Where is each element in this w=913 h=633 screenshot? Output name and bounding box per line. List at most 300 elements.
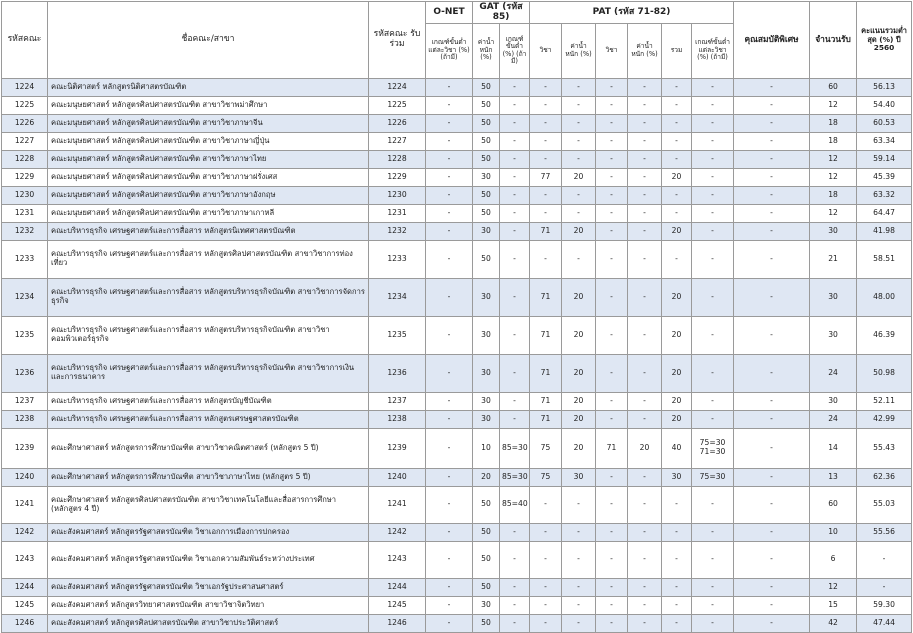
cell-pat-subject-2: - (596, 392, 628, 410)
cell-special: - (734, 468, 810, 486)
cell-pat-subject-1: - (530, 132, 562, 150)
cell-code: 1227 (2, 132, 48, 150)
cell-pat-weight-1: - (562, 132, 596, 150)
header-gat-min: เกณฑ์ขั้นต่ำ (%) (ถ้ามี) (500, 23, 530, 78)
cell-name: คณะสังคมศาสตร์ หลักสูตรวิทยาศาสตรบัณฑิต สาขาวิชาจิตวิทยา (48, 596, 369, 614)
cell-gat-min: - (500, 278, 530, 316)
cell-min-score: 55.56 (857, 523, 912, 541)
cell-special: - (734, 222, 810, 240)
cell-code-combined: 1236 (369, 354, 426, 392)
admission-table (1, 1, 912, 633)
cell-pat-weight-1: 20 (562, 278, 596, 316)
cell-code: 1226 (2, 114, 48, 132)
cell-gat-weight: 30 (473, 168, 500, 186)
cell-min-score: 60.53 (857, 114, 912, 132)
cell-min-score: - (857, 578, 912, 596)
cell-special: - (734, 96, 810, 114)
cell-name: คณะมนุษยศาสตร์ หลักสูตรศิลปศาสตรบัณฑิต สาขาวิชาภาษาจีน (48, 114, 369, 132)
cell-pat-weight-1: 20 (562, 410, 596, 428)
cell-code-combined: 1246 (369, 614, 426, 632)
cell-min-score: 41.98 (857, 222, 912, 240)
cell-gat-min: - (500, 222, 530, 240)
cell-onet-min: - (426, 278, 473, 316)
cell-name: คณะมนุษยศาสตร์ หลักสูตรศิลปศาสตรบัณฑิต สาขาวิชาภาษาเกาหลี (48, 204, 369, 222)
cell-pat-weight-1: - (562, 486, 596, 523)
cell-min-score: 59.30 (857, 596, 912, 614)
cell-pat-subject-1: - (530, 523, 562, 541)
cell-pat-weight-2: - (628, 78, 662, 96)
cell-pat-total: - (662, 486, 692, 523)
header-pat-subject-2: วิชา (596, 23, 628, 78)
cell-gat-weight: 50 (473, 614, 500, 632)
cell-code-combined: 1241 (369, 486, 426, 523)
cell-pat-subject-1: - (530, 114, 562, 132)
table-row (2, 614, 912, 632)
table-row (2, 523, 912, 541)
cell-pat-total: - (662, 96, 692, 114)
cell-onet-min: - (426, 392, 473, 410)
cell-pat-weight-2: - (628, 150, 662, 168)
cell-pat-subject-1: 71 (530, 278, 562, 316)
header-pat-min: เกณฑ์ขั้นต่ำแต่ละวิชา (%) (ถ้ามี) (692, 23, 734, 78)
cell-pat-subject-1: - (530, 204, 562, 222)
cell-gat-weight: 50 (473, 486, 500, 523)
cell-pat-total: 20 (662, 392, 692, 410)
cell-pat-weight-2: - (628, 410, 662, 428)
cell-pat-weight-2: - (628, 132, 662, 150)
cell-code: 1244 (2, 578, 48, 596)
cell-pat-weight-2: - (628, 114, 662, 132)
cell-quota: 18 (810, 186, 857, 204)
cell-pat-weight-2: - (628, 523, 662, 541)
cell-special: - (734, 278, 810, 316)
header-pat: PAT (รหัส 71-82) (530, 2, 734, 24)
header-special: คุณสมบัติพิเศษ (734, 2, 810, 79)
cell-pat-subject-1: - (530, 541, 562, 578)
cell-pat-subject-2: - (596, 222, 628, 240)
cell-name: คณะศึกษาศาสตร์ หลักสูตรการศึกษาบัณฑิต สาขาวิชาภาษาไทย (หลักสูตร 5 ปี) (48, 468, 369, 486)
cell-min-score: 63.34 (857, 132, 912, 150)
cell-onet-min: - (426, 132, 473, 150)
cell-gat-weight: 30 (473, 354, 500, 392)
cell-gat-min: - (500, 316, 530, 354)
cell-code-combined: 1244 (369, 578, 426, 596)
cell-code-combined: 1243 (369, 541, 426, 578)
cell-gat-min: 85=40 (500, 486, 530, 523)
cell-quota: 18 (810, 132, 857, 150)
cell-pat-min: - (692, 204, 734, 222)
cell-special: - (734, 114, 810, 132)
cell-pat-min: - (692, 132, 734, 150)
cell-gat-min: - (500, 523, 530, 541)
cell-quota: 30 (810, 222, 857, 240)
cell-pat-weight-2: - (628, 578, 662, 596)
cell-code: 1234 (2, 278, 48, 316)
cell-onet-min: - (426, 428, 473, 468)
cell-code-combined: 1225 (369, 96, 426, 114)
cell-pat-subject-2: - (596, 114, 628, 132)
cell-pat-total: - (662, 523, 692, 541)
cell-gat-weight: 50 (473, 132, 500, 150)
cell-pat-subject-2: - (596, 96, 628, 114)
cell-name: คณะมนุษยศาสตร์ หลักสูตรศิลปศาสตรบัณฑิต สาขาวิชาภาษาญี่ปุ่น (48, 132, 369, 150)
cell-pat-min: - (692, 114, 734, 132)
cell-special: - (734, 541, 810, 578)
cell-name: คณะบริหารธุรกิจ เศรษฐศาสตร์และการสื่อสาร หลักสูตรบริหารธุรกิจบัณฑิต สาขาวิชาการจัดการธุรกิจ (48, 278, 369, 316)
cell-pat-weight-1: 20 (562, 354, 596, 392)
cell-pat-subject-1: - (530, 614, 562, 632)
cell-code-combined: 1228 (369, 150, 426, 168)
header-gat: GAT (รหัส 85) (473, 2, 530, 24)
cell-code: 1225 (2, 96, 48, 114)
cell-gat-weight: 50 (473, 240, 500, 278)
cell-code-combined: 1240 (369, 468, 426, 486)
cell-pat-weight-2: - (628, 316, 662, 354)
cell-name: คณะศึกษาศาสตร์ หลักสูตรศิลปศาสตรบัณฑิต สาขาวิชาเทคโนโลยีและสื่อสารการศึกษา (หลักสูตร 4 ปี) (48, 486, 369, 523)
cell-code-combined: 1235 (369, 316, 426, 354)
cell-code: 1242 (2, 523, 48, 541)
cell-pat-min: - (692, 354, 734, 392)
cell-code: 1233 (2, 240, 48, 278)
cell-gat-min: - (500, 96, 530, 114)
cell-gat-min: 85=30 (500, 428, 530, 468)
cell-pat-min: - (692, 78, 734, 96)
header-quota: จำนวนรับ (810, 2, 857, 79)
cell-pat-min: - (692, 222, 734, 240)
cell-special: - (734, 523, 810, 541)
cell-quota: 30 (810, 316, 857, 354)
cell-onet-min: - (426, 596, 473, 614)
cell-gat-min: - (500, 240, 530, 278)
cell-pat-min: 75=30 71=30 (692, 428, 734, 468)
cell-pat-weight-1: - (562, 614, 596, 632)
cell-gat-min: - (500, 578, 530, 596)
cell-pat-total: 20 (662, 222, 692, 240)
cell-min-score: 50.98 (857, 354, 912, 392)
cell-pat-subject-2: - (596, 354, 628, 392)
cell-pat-subject-2: - (596, 132, 628, 150)
cell-pat-subject-2: - (596, 204, 628, 222)
cell-pat-subject-1: 71 (530, 316, 562, 354)
cell-gat-min: - (500, 392, 530, 410)
cell-pat-subject-2: - (596, 186, 628, 204)
cell-pat-weight-1: 20 (562, 168, 596, 186)
cell-special: - (734, 596, 810, 614)
cell-gat-min: - (500, 614, 530, 632)
cell-special: - (734, 186, 810, 204)
cell-name: คณะสังคมศาสตร์ หลักสูตรรัฐศาสตรบัณฑิต วิชาเอกรัฐประศาสนศาสตร์ (48, 578, 369, 596)
cell-code: 1235 (2, 316, 48, 354)
table-row (2, 578, 912, 596)
cell-gat-weight: 30 (473, 316, 500, 354)
cell-quota: 21 (810, 240, 857, 278)
cell-quota: 24 (810, 410, 857, 428)
table-row (2, 410, 912, 428)
cell-pat-total: - (662, 240, 692, 278)
cell-min-score: 52.11 (857, 392, 912, 410)
cell-pat-min: - (692, 316, 734, 354)
cell-name: คณะบริหารธุรกิจ เศรษฐศาสตร์และการสื่อสาร หลักสูตรบริหารธุรกิจบัณฑิต สาขาวิชาการเงินและการธนาคาร (48, 354, 369, 392)
cell-special: - (734, 614, 810, 632)
table-row (2, 486, 912, 523)
cell-pat-min: - (692, 410, 734, 428)
cell-min-score: 48.00 (857, 278, 912, 316)
cell-min-score: 64.47 (857, 204, 912, 222)
cell-pat-weight-2: 20 (628, 428, 662, 468)
cell-onet-min: - (426, 150, 473, 168)
cell-gat-weight: 10 (473, 428, 500, 468)
cell-min-score: 59.14 (857, 150, 912, 168)
cell-min-score: - (857, 541, 912, 578)
cell-pat-min: 75=30 (692, 468, 734, 486)
cell-pat-subject-2: - (596, 240, 628, 278)
header-pat-weight-1: ค่าน้ำหนัก (%) (562, 23, 596, 78)
cell-pat-weight-2: - (628, 204, 662, 222)
cell-pat-weight-2: - (628, 541, 662, 578)
cell-code-combined: 1245 (369, 596, 426, 614)
header-min-score: คะแนนรวมต่ำสุด (%) ปี 2560 (857, 2, 912, 79)
cell-gat-weight: 50 (473, 186, 500, 204)
cell-pat-min: - (692, 186, 734, 204)
cell-onet-min: - (426, 204, 473, 222)
cell-pat-subject-1: 71 (530, 392, 562, 410)
cell-pat-weight-2: - (628, 240, 662, 278)
cell-gat-min: - (500, 410, 530, 428)
cell-special: - (734, 410, 810, 428)
cell-gat-weight: 30 (473, 278, 500, 316)
cell-pat-weight-1: - (562, 78, 596, 96)
cell-code-combined: 1239 (369, 428, 426, 468)
cell-quota: 15 (810, 596, 857, 614)
cell-pat-min: - (692, 578, 734, 596)
cell-pat-subject-2: - (596, 578, 628, 596)
cell-min-score: 55.43 (857, 428, 912, 468)
cell-pat-total: 20 (662, 168, 692, 186)
cell-pat-weight-1: 20 (562, 392, 596, 410)
cell-code-combined: 1238 (369, 410, 426, 428)
cell-pat-weight-1: - (562, 150, 596, 168)
cell-pat-subject-1: 75 (530, 428, 562, 468)
cell-pat-min: - (692, 614, 734, 632)
cell-pat-subject-2: 71 (596, 428, 628, 468)
cell-name: คณะสังคมศาสตร์ หลักสูตรศิลปศาสตรบัณฑิต สาขาวิชาประวัติศาสตร์ (48, 614, 369, 632)
cell-pat-subject-2: - (596, 596, 628, 614)
table-row (2, 428, 912, 468)
cell-quota: 42 (810, 614, 857, 632)
cell-gat-min: - (500, 168, 530, 186)
cell-name: คณะมนุษยศาสตร์ หลักสูตรศิลปศาสตรบัณฑิต สาขาวิชาภาษาไทย (48, 150, 369, 168)
cell-gat-weight: 50 (473, 523, 500, 541)
cell-special: - (734, 354, 810, 392)
table-row (2, 596, 912, 614)
cell-pat-weight-2: - (628, 96, 662, 114)
header-pat-weight-2: ค่าน้ำหนัก (%) (628, 23, 662, 78)
cell-pat-subject-2: - (596, 486, 628, 523)
cell-pat-subject-1: - (530, 240, 562, 278)
table-row (2, 168, 912, 186)
cell-gat-min: - (500, 541, 530, 578)
cell-min-score: 56.13 (857, 78, 912, 96)
cell-gat-weight: 50 (473, 204, 500, 222)
cell-pat-weight-2: - (628, 222, 662, 240)
cell-pat-subject-1: 71 (530, 410, 562, 428)
cell-pat-total: 20 (662, 354, 692, 392)
cell-pat-min: - (692, 523, 734, 541)
cell-code: 1245 (2, 596, 48, 614)
cell-pat-weight-1: - (562, 186, 596, 204)
cell-special: - (734, 150, 810, 168)
cell-pat-total: 20 (662, 278, 692, 316)
cell-code: 1230 (2, 186, 48, 204)
cell-pat-weight-1: 20 (562, 222, 596, 240)
cell-pat-subject-2: - (596, 316, 628, 354)
cell-gat-weight: 50 (473, 78, 500, 96)
cell-code: 1238 (2, 410, 48, 428)
cell-code-combined: 1242 (369, 523, 426, 541)
table-row (2, 240, 912, 278)
cell-min-score: 58.51 (857, 240, 912, 278)
cell-pat-subject-2: - (596, 410, 628, 428)
header-code-combined: รหัสคณะ รับร่วม (369, 2, 426, 79)
cell-code: 1239 (2, 428, 48, 468)
table-row (2, 78, 912, 96)
cell-pat-min: - (692, 278, 734, 316)
cell-code: 1240 (2, 468, 48, 486)
cell-pat-weight-2: - (628, 596, 662, 614)
cell-code-combined: 1231 (369, 204, 426, 222)
table-row (2, 114, 912, 132)
cell-pat-total: - (662, 614, 692, 632)
cell-gat-min: - (500, 354, 530, 392)
cell-pat-subject-2: - (596, 78, 628, 96)
cell-code-combined: 1224 (369, 78, 426, 96)
cell-pat-weight-1: - (562, 96, 596, 114)
cell-pat-weight-1: - (562, 578, 596, 596)
cell-special: - (734, 204, 810, 222)
cell-special: - (734, 168, 810, 186)
cell-pat-min: - (692, 541, 734, 578)
cell-onet-min: - (426, 240, 473, 278)
cell-gat-min: - (500, 150, 530, 168)
cell-onet-min: - (426, 614, 473, 632)
header-name: ชื่อคณะ/สาขา (48, 2, 369, 79)
cell-special: - (734, 78, 810, 96)
cell-pat-min: - (692, 96, 734, 114)
cell-gat-weight: 30 (473, 222, 500, 240)
cell-special: - (734, 578, 810, 596)
cell-name: คณะบริหารธุรกิจ เศรษฐศาสตร์และการสื่อสาร หลักสูตรบริหารธุรกิจบัณฑิต สาขาวิชาคอมพิวเตอร์ธุรกิจ (48, 316, 369, 354)
cell-quota: 30 (810, 278, 857, 316)
cell-pat-subject-2: - (596, 541, 628, 578)
cell-gat-min: - (500, 78, 530, 96)
cell-name: คณะมนุษยศาสตร์ หลักสูตรศิลปศาสตรบัณฑิต สาขาวิชาภาษาอังกฤษ (48, 186, 369, 204)
cell-min-score: 42.99 (857, 410, 912, 428)
cell-quota: 60 (810, 78, 857, 96)
cell-special: - (734, 240, 810, 278)
cell-name: คณะบริหารธุรกิจ เศรษฐศาสตร์และการสื่อสาร หลักสูตรบัญชีบัณฑิต (48, 392, 369, 410)
cell-code: 1231 (2, 204, 48, 222)
cell-code-combined: 1226 (369, 114, 426, 132)
cell-pat-total: - (662, 204, 692, 222)
table-body (2, 78, 912, 632)
cell-min-score: 62.36 (857, 468, 912, 486)
cell-code-combined: 1232 (369, 222, 426, 240)
cell-onet-min: - (426, 354, 473, 392)
cell-pat-subject-1: - (530, 578, 562, 596)
cell-quota: 14 (810, 428, 857, 468)
cell-pat-min: - (692, 486, 734, 523)
header-onet: O-NET (426, 2, 473, 24)
cell-quota: 18 (810, 114, 857, 132)
cell-pat-subject-1: 77 (530, 168, 562, 186)
cell-onet-min: - (426, 486, 473, 523)
cell-pat-weight-2: - (628, 186, 662, 204)
cell-pat-subject-1: 71 (530, 354, 562, 392)
cell-code-combined: 1227 (369, 132, 426, 150)
cell-pat-weight-1: - (562, 523, 596, 541)
cell-pat-total: - (662, 186, 692, 204)
cell-special: - (734, 392, 810, 410)
cell-quota: 6 (810, 541, 857, 578)
cell-pat-subject-1: - (530, 78, 562, 96)
cell-quota: 12 (810, 96, 857, 114)
cell-pat-weight-2: - (628, 354, 662, 392)
cell-pat-total: - (662, 578, 692, 596)
header-onet-min: เกณฑ์ขั้นต่ำแต่ละวิชา (%) (ถ้ามี) (426, 23, 473, 78)
cell-pat-min: - (692, 392, 734, 410)
cell-quota: 24 (810, 354, 857, 392)
cell-special: - (734, 132, 810, 150)
table-row (2, 150, 912, 168)
cell-gat-min: 85=30 (500, 468, 530, 486)
cell-gat-weight: 50 (473, 578, 500, 596)
table-row (2, 278, 912, 316)
cell-onet-min: - (426, 578, 473, 596)
table-row (2, 541, 912, 578)
cell-pat-weight-2: - (628, 278, 662, 316)
cell-quota: 10 (810, 523, 857, 541)
cell-pat-subject-1: - (530, 96, 562, 114)
cell-code-combined: 1234 (369, 278, 426, 316)
cell-pat-subject-1: - (530, 150, 562, 168)
cell-pat-min: - (692, 150, 734, 168)
cell-gat-min: - (500, 204, 530, 222)
cell-pat-weight-1: - (562, 596, 596, 614)
cell-pat-weight-2: - (628, 392, 662, 410)
cell-pat-subject-1: 71 (530, 222, 562, 240)
cell-gat-min: - (500, 186, 530, 204)
cell-onet-min: - (426, 316, 473, 354)
cell-onet-min: - (426, 78, 473, 96)
cell-min-score: 46.39 (857, 316, 912, 354)
cell-quota: 12 (810, 168, 857, 186)
cell-pat-weight-1: - (562, 240, 596, 278)
cell-name: คณะบริหารธุรกิจ เศรษฐศาสตร์และการสื่อสาร หลักสูตรเศรษฐศาสตรบัณฑิต (48, 410, 369, 428)
cell-pat-subject-1: - (530, 596, 562, 614)
table-row (2, 468, 912, 486)
cell-min-score: 55.03 (857, 486, 912, 523)
cell-gat-min: - (500, 596, 530, 614)
cell-pat-min: - (692, 168, 734, 186)
cell-name: คณะบริหารธุรกิจ เศรษฐศาสตร์และการสื่อสาร หลักสูตรศิลปศาสตรบัณฑิต สาขาวิชาการท่องเที่ยว (48, 240, 369, 278)
cell-code: 1241 (2, 486, 48, 523)
cell-pat-subject-2: - (596, 614, 628, 632)
cell-pat-weight-2: - (628, 614, 662, 632)
cell-pat-total: - (662, 150, 692, 168)
cell-min-score: 54.40 (857, 96, 912, 114)
cell-onet-min: - (426, 168, 473, 186)
table-row (2, 392, 912, 410)
